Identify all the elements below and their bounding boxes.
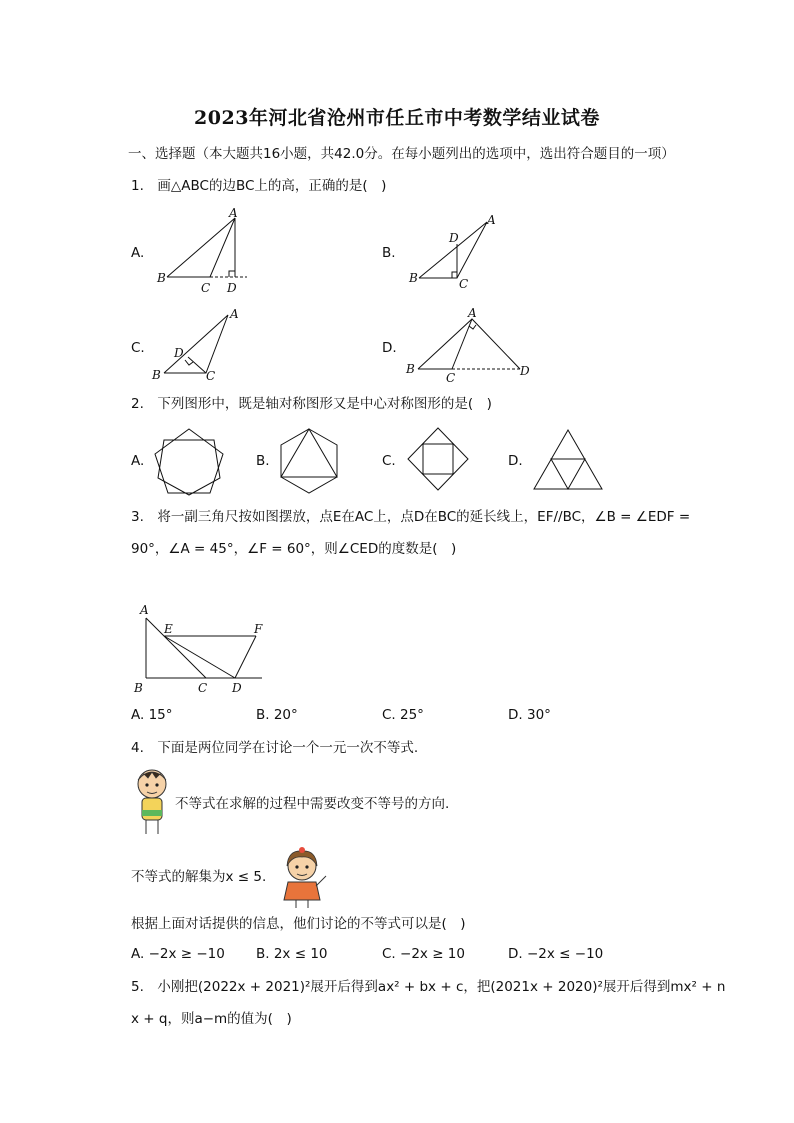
q4-option-c[interactable]: C. −2x ≥ 10	[382, 946, 465, 962]
q4-option-a[interactable]: A. −2x ≥ −10	[131, 946, 225, 962]
q1a-label-c: C	[201, 281, 211, 295]
boy-speech-text: 不等式在求解的过程中需要改变不等号的方向.	[175, 796, 450, 812]
q3-label-c: C	[198, 681, 208, 695]
q3-label-f: F	[254, 622, 263, 636]
girl-speech-text: 不等式的解集为x ≤ 5.	[131, 869, 267, 885]
page-title: 2023年河北省沧州市任丘市中考数学结业试卷	[194, 107, 600, 129]
question-4-text: 4. 下面是两位同学在讨论一个一元一次不等式.	[131, 740, 419, 756]
q1c-label-b: B	[152, 368, 161, 382]
q1b-label-a: A	[487, 213, 496, 227]
q3-label-a: A	[140, 603, 149, 617]
question-5-line1: 5. 小刚把(2022x + 2021)²展开后得到ax² + bx + c，把(2021x + 2020)²展开后得到mx² + n	[131, 979, 726, 995]
q1-figure-b	[405, 210, 505, 295]
girl-cartoon-icon	[274, 846, 330, 910]
section-heading: 一、选择题（本大题共16小题，共42.0分。在每小题列出的选项中，选出符合题目的一项）	[128, 146, 675, 162]
q3-option-a[interactable]: A. 15°	[131, 707, 173, 723]
q1-option-a-label[interactable]: A.	[131, 245, 145, 261]
q3-label-d: D	[232, 681, 242, 695]
q1-figure-c	[150, 305, 250, 385]
q1b-label-b: B	[409, 271, 418, 285]
q1d-label-d: D	[520, 364, 530, 378]
q3-option-b[interactable]: B. 20°	[256, 707, 298, 723]
q1-option-d-label[interactable]: D.	[382, 340, 397, 356]
q4-option-d[interactable]: D. −2x ≤ −10	[508, 946, 604, 962]
question-3-line1: 3. 将一副三角尺按如图摆放，点E在AC上，点D在BC的延长线上，EF//BC，∠B = ∠EDF =	[131, 509, 691, 525]
q1c-label-c: C	[206, 369, 216, 383]
q1c-label-d: D	[174, 346, 184, 360]
q3-figure-set-squares	[130, 598, 270, 698]
q1d-label-b: B	[406, 362, 415, 376]
question-2-text: 2. 下列图形中，既是轴对称图形又是中心对称图形的是( )	[131, 396, 492, 412]
q3-label-b: B	[134, 681, 143, 695]
q1d-label-a: A	[468, 306, 477, 320]
question-3-line2: 90°，∠A = 45°，∠F = 60°，则∠CED的度数是( )	[131, 541, 457, 557]
q2-option-d-label[interactable]: D.	[508, 453, 523, 469]
q1a-label-b: B	[157, 271, 166, 285]
q3-option-c[interactable]: C. 25°	[382, 707, 424, 723]
q2-option-a-label[interactable]: A.	[131, 453, 145, 469]
q2-figure-hexagon-triangle	[276, 425, 342, 497]
q2-figure-diamond-square	[405, 425, 471, 495]
question-5-line2: x + q，则a−m的值为( )	[131, 1011, 292, 1027]
q1-option-c-label[interactable]: C.	[131, 340, 145, 356]
question-4-prompt: 根据上面对话提供的信息，他们讨论的不等式可以是( )	[131, 916, 466, 932]
q1b-label-c: C	[459, 277, 469, 291]
question-1-text: 1. 画△ABC的边BC上的高，正确的是( )	[131, 178, 387, 194]
q2-option-b-label[interactable]: B.	[256, 453, 270, 469]
q1-option-b-label[interactable]: B.	[382, 245, 396, 261]
q2-option-c-label[interactable]: C.	[382, 453, 396, 469]
q2-figure-triangles	[530, 425, 606, 493]
q3-label-e: E	[164, 622, 173, 636]
q2-figure-pentagon-star	[150, 425, 230, 497]
q1-figure-d	[402, 305, 542, 385]
q1c-label-a: A	[230, 307, 239, 321]
q4-option-b[interactable]: B. 2x ≤ 10	[256, 946, 328, 962]
q3-option-d[interactable]: D. 30°	[508, 707, 551, 723]
boy-cartoon-icon	[130, 766, 174, 838]
q1d-label-c: C	[446, 371, 456, 385]
q1b-label-d: D	[449, 231, 459, 245]
q1a-label-d: D	[227, 281, 237, 295]
q1-figure-a	[155, 205, 255, 295]
q1a-label-a: A	[229, 206, 238, 220]
